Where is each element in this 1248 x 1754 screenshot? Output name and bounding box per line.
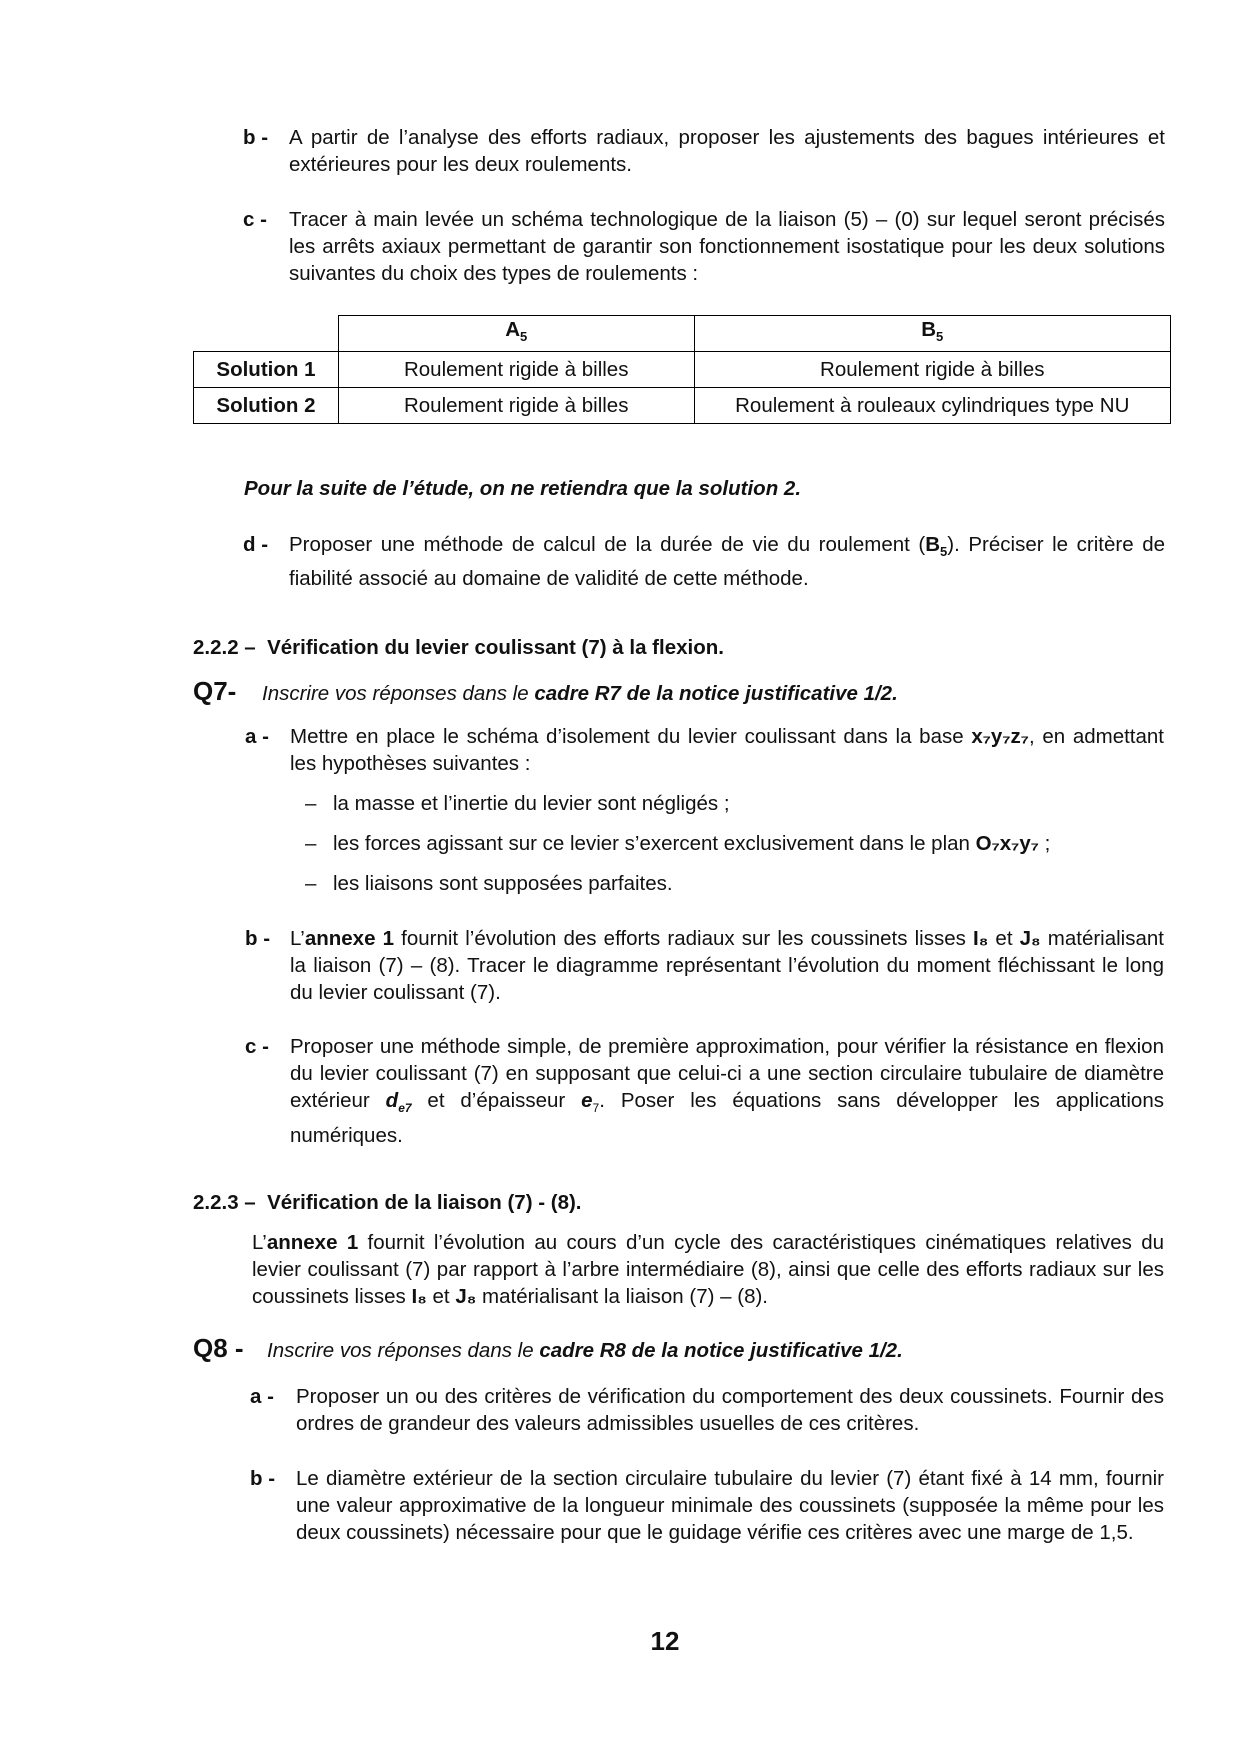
q7-instruction: Inscrire vos réponses dans le cadre R7 de la notice justificative 1/2. [262,682,898,705]
bullet-dash: – [305,792,317,815]
item-c-text: Tracer à main levée un schéma technologique de la liaison (5) – (0) sur lequel seront précisés les arrêts axiaux permettant de garantir son fonctionnement isostatique pour les deux solutions suivantes du choix des types de roulements : [289,208,1165,285]
table-cell: Roulement à rouleaux cylindriques type NU [694,388,1170,424]
q8-instruction: Inscrire vos réponses dans le cadre R8 de la notice justificative 1/2. [267,1339,903,1362]
row-label: Solution 1 [194,352,339,388]
q7-c-text: Proposer une méthode simple, de première approximation, pour vérifier la résistance en flexion du levier coulissant (7) en supposant que celui-ci a une section circulaire tubulaire de diamètre extérieur $d_{e7}$ et d’épaisseur $e_7$. Poser les équations sans développer les applications numériques. [290,1035,1164,1148]
item-letter: b - [245,927,271,950]
table-cell: Roulement rigide à billes [338,352,694,388]
q8-b-text: Le diamètre extérieur de la section circulaire tubulaire du levier (7) étant fixé à 14 mm, fournir une valeur approximative de la longueur minimale des coussinets (supposée la même pour les deux coussinets) nécessaire pour que le guidage vérifie ces critères avec une marge de 1,5. [296,1467,1164,1544]
hypothesis-item: les liaisons sont supposées parfaites. [333,872,673,895]
item-letter: a - [245,725,269,748]
row-label: Solution 2 [194,388,339,424]
q8-a-text: Proposer un ou des critères de vérification du comportement des deux coussinets. Fournir des ordres de grandeur des valeurs admissibles usuelles de ces critères. [296,1385,1164,1435]
q7-b-text: L’annexe 1 fournit l’évolution des efforts radiaux sur les coussinets lisses I₈ et J₈ matérialisant la liaison (7) – (8). Tracer le diagramme représentant l’évolution du moment fléchissant le long du levier coulissant (7). [290,927,1164,1004]
table-cell: Roulement rigide à billes [694,352,1170,388]
section-2-2-3-paragraph: L’annexe 1 fournit l’évolution au cours d’un cycle des caractéristiques cinématiques relatives du levier coulissant (7) par rapport à l’arbre intermédiaire (8), ainsi que celle des efforts radiaux sur les coussinets lisses I₈ et J₈ matérialisant la liaison (7) – (8). [252,1231,1164,1308]
item-d-text: Proposer une méthode de calcul de la durée de vie du roulement $(B_5)$. Préciser le critère de fiabilité associé au domaine de validité de cette méthode. [289,533,1165,591]
page-number: 12 [650,1626,680,1656]
table-cell: Roulement rigide à billes [338,388,694,424]
table-row [194,388,1171,424]
bullet-dash: – [305,832,317,855]
section-heading-2-2-3: 2.2.3 – Vérification de la liaison (7) - (8). [193,1191,582,1214]
study-note: Pour la suite de l’étude, on ne retiendra que la solution 2. [244,477,802,500]
bullet-dash: – [305,872,317,895]
section-heading-2-2-2: 2.2.2 – Vérification du levier coulissant (7) à la flexion. [193,636,724,659]
item-letter: a - [250,1385,274,1408]
question-label-q8: Q8 - [193,1333,244,1363]
q7-a-text: Mettre en place le schéma d’isolement du levier coulissant dans la base x₇y₇z₇, en admettant les hypothèses suivantes : [290,725,1164,775]
item-letter: c - [243,208,267,231]
item-letter: b - [250,1467,276,1490]
column-header-b5: $B_5$ [694,316,1170,352]
item-letter: b - [243,126,269,149]
item-b-text: A partir de l’analyse des efforts radiaux, proposer les ajustements des bagues intérieures et extérieures pour les deux roulements. [289,126,1165,176]
item-letter: d - [243,533,269,556]
hypothesis-item: la masse et l’inertie du levier sont négligés ; [333,792,730,815]
question-label-q7: Q7- [193,676,237,706]
column-header-a5: $A_5$ [338,316,694,352]
bearing-solutions-table [193,315,1171,424]
table-row [194,352,1171,388]
hypothesis-item: les forces agissant sur ce levier s’exercent exclusivement dans le plan O₇x₇y₇ ; [333,832,1051,855]
item-letter: c - [245,1035,269,1058]
